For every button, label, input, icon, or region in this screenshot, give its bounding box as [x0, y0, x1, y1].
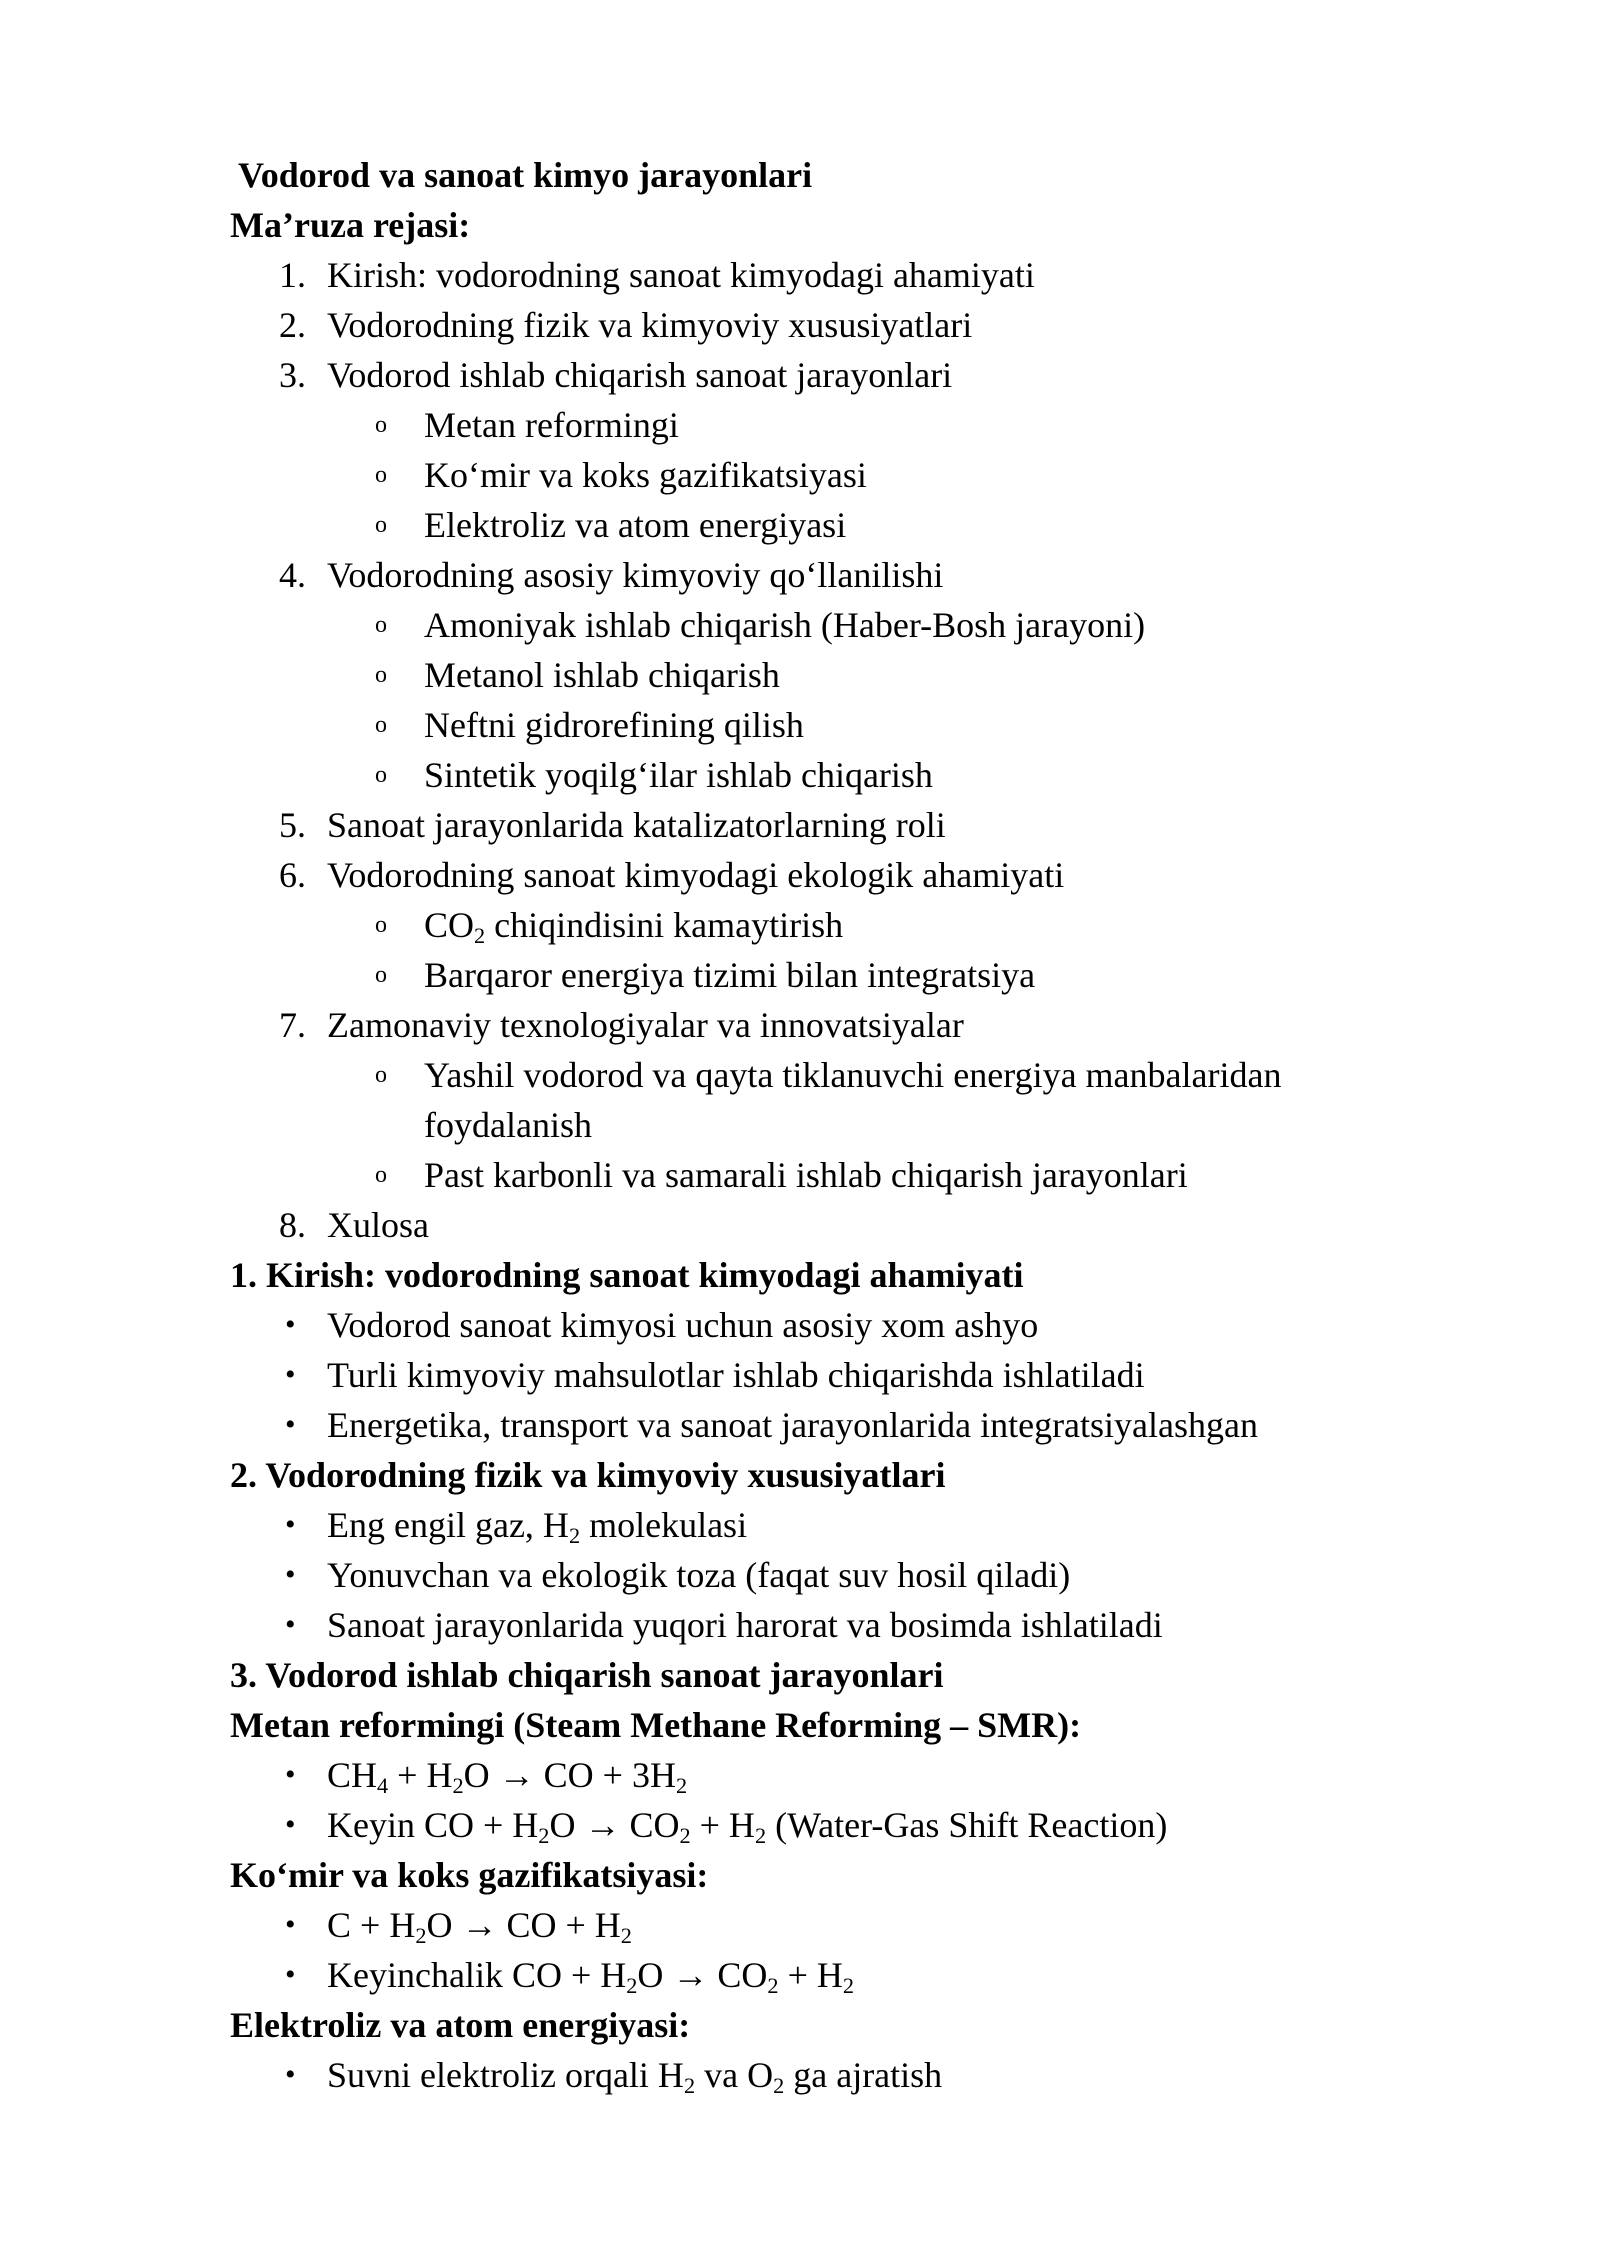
- plan-item-7: Zamonaviy texnologiyalar va innovatsiyalar: [327, 1005, 964, 1045]
- list-item: Suvni elektroliz orqali $H_2$ va $O_2$ ga ajratish: [327, 2055, 943, 2099]
- circle-bullet-icon: o: [375, 1162, 387, 1188]
- plan-heading: Ma’ruza rejasi:: [230, 205, 471, 245]
- list-item: Yonuvchan va ekologik toza (faqat suv hosil qiladi): [327, 1555, 1071, 1595]
- equation: Keyinchalik CO + $H_2O \to CO_2 + H_2$: [327, 1955, 855, 1999]
- list-number: 7.: [279, 1005, 306, 1045]
- plan-item-6: Vodorodning sanoat kimyodagi ekologik ahamiyati: [327, 855, 1065, 895]
- plan-item-1: Kirish: vodorodning sanoat kimyodagi ahamiyati: [327, 255, 1035, 295]
- circle-bullet-icon: o: [375, 1062, 387, 1088]
- list-number: 2.: [279, 305, 306, 345]
- plan-subitem: Metanol ishlab chiqarish: [424, 655, 780, 695]
- list-item: Sanoat jarayonlarida yuqori harorat va bosimda ishlatiladi: [327, 1605, 1163, 1645]
- equation: $C + H_2O$ → CO + $H_2$: [327, 1905, 632, 1949]
- circle-bullet-icon: o: [375, 512, 387, 538]
- list-item: Turli kimyoviy mahsulotlar ishlab chiqarishda ishlatiladi: [327, 1355, 1145, 1395]
- plan-item-2: Vodorodning fizik va kimyoviy xususiyatlari: [327, 305, 973, 345]
- list-item: Vodorod sanoat kimyosi uchun asosiy xom ashyo: [327, 1305, 1039, 1345]
- circle-bullet-icon: o: [375, 462, 387, 488]
- list-number: 1.: [279, 255, 306, 295]
- section-2-heading: 2. Vodorodning fizik va kimyoviy xususiyatlari: [230, 1455, 946, 1495]
- bullet-icon: •: [285, 1558, 296, 1591]
- circle-bullet-icon: o: [375, 762, 387, 788]
- list-number: 8.: [279, 1205, 306, 1245]
- list-item: Eng engil gaz, $H_2$ molekulasi: [327, 1505, 748, 1549]
- plan-subitem: Ko‘mir va koks gazifikatsiyasi: [424, 455, 867, 495]
- plan-subitem-continued: foydalanish: [424, 1105, 592, 1145]
- bullet-icon: •: [285, 1758, 296, 1791]
- coal-heading: Ko‘mir va koks gazifikatsiyasi:: [230, 1855, 709, 1895]
- plan-subitem: Amoniyak ishlab chiqarish (Haber-Bosh jarayoni): [424, 605, 1146, 645]
- circle-bullet-icon: o: [375, 662, 387, 688]
- circle-bullet-icon: o: [375, 962, 387, 988]
- list-number: 6.: [279, 855, 306, 895]
- plan-subitem: Metan reformingi: [424, 405, 679, 445]
- bullet-icon: •: [285, 2058, 296, 2091]
- circle-bullet-icon: o: [375, 712, 387, 738]
- bullet-icon: •: [285, 1908, 296, 1941]
- plan-subitem: Barqaror energiya tizimi bilan integratsiya: [424, 955, 1036, 995]
- plan-subitem: Past karbonli va samarali ishlab chiqarish jarayonlari: [424, 1155, 1188, 1195]
- smr-heading: Metan reformingi (Steam Methane Reforming – SMR):: [230, 1705, 1082, 1745]
- list-number: 3.: [279, 355, 306, 395]
- bullet-icon: •: [285, 1408, 296, 1441]
- list-item: Energetika, transport va sanoat jarayonlarida integratsiyalashgan: [327, 1405, 1258, 1445]
- bullet-icon: •: [285, 1608, 296, 1641]
- plan-subitem: Yashil vodorod va qayta tiklanuvchi energiya manbalaridan: [424, 1055, 1282, 1095]
- list-number: 4.: [279, 555, 306, 595]
- bullet-icon: •: [285, 1958, 296, 1991]
- plan-subitem: Neftni gidrorefining qilish: [424, 705, 804, 745]
- plan-subitem: $CO_2$ chiqindisini kamaytirish: [424, 905, 844, 949]
- plan-subitem: Elektroliz va atom energiyasi: [424, 505, 847, 545]
- equation: $CH_4 + H_2O$ → CO + $3H_2$: [327, 1755, 688, 1799]
- plan-item-4: Vodorodning asosiy kimyoviy qo‘llanilishi: [327, 555, 944, 595]
- section-3-heading: 3. Vodorod ishlab chiqarish sanoat jarayonlari: [230, 1655, 944, 1695]
- plan-item-8: Xulosa: [327, 1205, 429, 1245]
- document-title: Vodorod va sanoat kimyo jarayonlari: [238, 155, 813, 195]
- electrolysis-heading: Elektroliz va atom energiyasi:: [230, 2005, 691, 2045]
- list-number: 5.: [279, 805, 306, 845]
- section-1-heading: 1. Kirish: vodorodning sanoat kimyodagi ahamiyati: [230, 1255, 1024, 1295]
- plan-item-5: Sanoat jarayonlarida katalizatorlarning roli: [327, 805, 946, 845]
- bullet-icon: •: [285, 1808, 296, 1841]
- circle-bullet-icon: o: [375, 412, 387, 438]
- plan-subitem: Sintetik yoqilg‘ilar ishlab chiqarish: [424, 755, 933, 795]
- bullet-icon: •: [285, 1508, 296, 1541]
- equation: Keyin CO + $H_2O \to CO_2 + H_2$ (Water-Gas Shift Reaction): [327, 1805, 1168, 1849]
- circle-bullet-icon: o: [375, 612, 387, 638]
- plan-item-3: Vodorod ishlab chiqarish sanoat jarayonlari: [327, 355, 953, 395]
- bullet-icon: •: [285, 1358, 296, 1391]
- circle-bullet-icon: o: [375, 912, 387, 938]
- bullet-icon: •: [285, 1308, 296, 1341]
